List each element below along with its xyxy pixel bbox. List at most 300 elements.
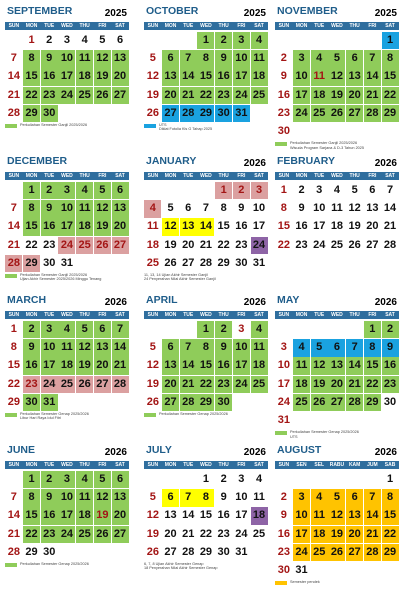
day-cell[interactable]: 28 <box>364 105 381 122</box>
day-cell[interactable]: 20 <box>94 357 111 374</box>
day-cell[interactable]: 15 <box>197 357 214 374</box>
day-cell[interactable]: 17 <box>58 507 75 524</box>
day-cell[interactable]: 29 <box>364 394 381 411</box>
day-cell[interactable]: 23 <box>277 106 290 119</box>
day-cell[interactable]: 10 <box>233 339 250 356</box>
day-cell[interactable]: 8 <box>280 202 287 215</box>
day-cell[interactable]: 23 <box>235 238 248 251</box>
day-cell[interactable]: 22 <box>7 377 20 390</box>
day-cell[interactable]: 22 <box>197 376 214 393</box>
day-cell[interactable]: 18 <box>58 357 75 374</box>
day-cell[interactable]: 29 <box>23 105 40 122</box>
day-cell[interactable]: 3 <box>233 32 250 49</box>
day-cell[interactable]: 24 <box>58 87 75 104</box>
day-cell[interactable]: 19 <box>94 507 111 524</box>
day-cell[interactable]: 29 <box>382 544 399 561</box>
day-cell[interactable]: 14 <box>112 339 129 356</box>
day-cell[interactable]: 28 <box>383 238 397 251</box>
day-cell[interactable]: 27 <box>112 526 129 543</box>
day-cell[interactable]: 29 <box>25 545 38 558</box>
day-cell[interactable]: 15 <box>382 68 399 85</box>
day-cell[interactable]: 8 <box>382 489 399 506</box>
day-cell[interactable]: 19 <box>146 88 159 101</box>
day-cell[interactable]: 20 <box>366 220 379 233</box>
day-cell[interactable]: 5 <box>94 471 111 488</box>
day-cell[interactable]: 14 <box>180 68 197 85</box>
day-cell[interactable]: 19 <box>94 218 111 235</box>
day-cell[interactable]: 10 <box>313 202 326 215</box>
day-cell[interactable]: 26 <box>328 105 345 122</box>
day-cell[interactable]: 20 <box>182 238 195 251</box>
day-cell[interactable]: 12 <box>328 507 345 524</box>
day-cell[interactable]: 24 <box>58 526 75 543</box>
day-cell[interactable]: 6 <box>112 471 129 488</box>
day-cell[interactable]: 30 <box>41 105 58 122</box>
day-cell[interactable]: 3 <box>238 323 245 335</box>
day-cell[interactable]: 26 <box>348 238 361 251</box>
day-cell[interactable]: 16 <box>382 357 399 374</box>
day-cell[interactable]: 9 <box>23 339 40 356</box>
day-cell[interactable]: 13 <box>180 218 197 235</box>
day-cell[interactable]: 28 <box>346 394 363 411</box>
day-cell[interactable]: 8 <box>197 489 214 506</box>
day-cell[interactable]: 3 <box>293 489 310 506</box>
day-cell[interactable]: 2 <box>215 321 232 338</box>
day-cell[interactable]: 21 <box>112 357 129 374</box>
day-cell[interactable]: 21 <box>7 527 20 540</box>
day-cell[interactable]: 5 <box>76 321 93 338</box>
day-cell[interactable]: 28 <box>5 255 22 272</box>
day-cell[interactable]: 8 <box>10 341 17 354</box>
day-cell[interactable]: 29 <box>197 394 214 411</box>
day-cell[interactable]: 4 <box>255 473 263 485</box>
day-cell[interactable]: 25 <box>76 237 93 254</box>
day-cell[interactable]: 4 <box>81 34 88 46</box>
day-cell[interactable]: 21 <box>364 87 381 104</box>
day-cell[interactable]: 22 <box>197 87 214 104</box>
day-cell[interactable]: 22 <box>382 87 399 104</box>
day-cell[interactable]: 8 <box>23 200 40 217</box>
day-cell[interactable]: 18 <box>76 218 93 235</box>
day-cell[interactable]: 26 <box>94 87 111 104</box>
day-cell[interactable]: 17 <box>277 377 290 390</box>
day-cell[interactable]: 2 <box>23 321 40 338</box>
day-cell[interactable]: 23 <box>43 238 56 251</box>
day-cell[interactable]: 26 <box>164 256 177 269</box>
day-cell[interactable]: 16 <box>41 68 58 85</box>
day-cell[interactable]: 21 <box>364 526 381 543</box>
day-cell[interactable]: 7 <box>180 50 197 67</box>
day-cell[interactable]: 2 <box>41 182 58 199</box>
day-cell[interactable]: 15 <box>217 220 230 233</box>
day-cell[interactable]: 24 <box>277 395 290 408</box>
day-cell[interactable]: 13 <box>94 339 111 356</box>
day-cell[interactable]: 14 <box>182 509 195 522</box>
day-cell[interactable]: 31 <box>252 256 266 269</box>
day-cell[interactable]: 5 <box>328 50 345 67</box>
day-cell[interactable]: 28 <box>199 256 213 269</box>
day-cell[interactable]: 13 <box>162 68 179 85</box>
day-cell[interactable]: 10 <box>41 339 58 356</box>
day-cell[interactable]: 9 <box>280 70 287 83</box>
day-cell[interactable]: 18 <box>293 376 310 393</box>
day-cell[interactable]: 2 <box>280 52 287 65</box>
day-cell[interactable]: 24 <box>58 237 75 254</box>
day-cell[interactable]: 14 <box>7 70 20 83</box>
day-cell[interactable]: 1 <box>382 32 399 49</box>
day-cell[interactable]: 12 <box>94 200 111 217</box>
day-cell[interactable]: 16 <box>295 220 308 233</box>
day-cell[interactable]: 2 <box>220 473 227 485</box>
day-cell[interactable]: 12 <box>311 357 328 374</box>
day-cell[interactable]: 6 <box>369 184 376 196</box>
day-cell[interactable]: 13 <box>112 50 129 67</box>
day-cell[interactable]: 20 <box>346 87 363 104</box>
day-cell[interactable]: 14 <box>7 220 20 233</box>
day-cell[interactable]: 23 <box>23 376 40 393</box>
day-cell[interactable]: 8 <box>364 339 381 356</box>
day-cell[interactable]: 24 <box>293 544 310 561</box>
day-cell[interactable]: 8 <box>23 489 40 506</box>
day-cell[interactable]: 11 <box>147 220 159 233</box>
day-cell[interactable]: 23 <box>382 376 399 393</box>
day-cell[interactable]: 22 <box>364 376 381 393</box>
day-cell[interactable]: 20 <box>328 376 345 393</box>
day-cell[interactable]: 19 <box>348 220 361 233</box>
day-cell[interactable]: 27 <box>328 394 345 411</box>
day-cell[interactable]: 30 <box>215 105 232 122</box>
day-cell[interactable]: 15 <box>7 359 20 372</box>
day-cell[interactable]: 5 <box>167 202 174 215</box>
day-cell[interactable]: 7 <box>10 52 17 65</box>
day-cell[interactable]: 25 <box>251 376 268 393</box>
day-cell[interactable]: 31 <box>235 545 248 558</box>
day-cell[interactable]: 19 <box>94 68 111 85</box>
day-cell[interactable]: 16 <box>215 357 232 374</box>
day-cell[interactable]: 2 <box>382 321 399 338</box>
day-cell[interactable]: 9 <box>215 50 232 67</box>
day-cell[interactable]: 1 <box>386 473 394 485</box>
day-cell[interactable]: 5 <box>149 341 156 354</box>
day-cell[interactable]: 23 <box>217 527 230 540</box>
day-cell[interactable]: 26 <box>94 237 111 254</box>
day-cell[interactable]: 24 <box>235 527 248 540</box>
day-cell[interactable]: 1 <box>197 32 214 49</box>
day-cell[interactable]: 25 <box>293 394 310 411</box>
day-cell[interactable]: 5 <box>94 182 111 199</box>
day-cell[interactable]: 21 <box>7 238 20 251</box>
day-cell[interactable]: 14 <box>7 509 20 522</box>
day-cell[interactable]: 1 <box>28 34 35 46</box>
day-cell[interactable]: 19 <box>146 527 159 540</box>
day-cell[interactable]: 6 <box>162 50 179 67</box>
day-cell[interactable]: 16 <box>215 68 232 85</box>
day-cell[interactable]: 1 <box>364 321 381 338</box>
day-cell[interactable]: 21 <box>7 88 20 101</box>
day-cell[interactable]: 9 <box>215 339 232 356</box>
day-cell[interactable]: 24 <box>251 237 268 254</box>
day-cell[interactable]: 24 <box>41 376 58 393</box>
day-cell[interactable]: 7 <box>346 339 363 356</box>
day-cell[interactable]: 17 <box>313 220 326 233</box>
day-cell[interactable]: 11 <box>331 202 343 215</box>
day-cell[interactable]: 13 <box>164 509 177 522</box>
day-cell[interactable]: 27 <box>94 376 111 393</box>
day-cell[interactable]: 21 <box>383 220 397 233</box>
day-cell[interactable]: 16 <box>235 220 248 233</box>
day-cell[interactable]: 30 <box>217 545 230 558</box>
day-cell[interactable]: 15 <box>23 507 40 524</box>
day-cell[interactable]: 21 <box>346 376 363 393</box>
day-cell[interactable]: 15 <box>364 357 381 374</box>
day-cell[interactable]: 27 <box>112 87 129 104</box>
day-cell[interactable]: 13 <box>346 507 363 524</box>
day-cell[interactable]: 24 <box>313 238 326 251</box>
day-cell[interactable]: 21 <box>180 87 197 104</box>
day-cell[interactable]: 13 <box>328 357 345 374</box>
day-cell[interactable]: 4 <box>144 200 161 217</box>
day-cell[interactable]: 2 <box>298 184 305 196</box>
day-cell[interactable]: 6 <box>116 34 124 46</box>
day-cell[interactable]: 12 <box>76 339 93 356</box>
day-cell[interactable]: 2 <box>46 34 53 46</box>
day-cell[interactable]: 23 <box>41 526 58 543</box>
day-cell[interactable]: 10 <box>293 507 310 524</box>
day-cell[interactable]: 30 <box>277 125 290 137</box>
day-cell[interactable]: 6 <box>346 50 363 67</box>
day-cell[interactable]: 4 <box>58 321 75 338</box>
day-cell[interactable]: 26 <box>328 544 345 561</box>
day-cell[interactable]: 9 <box>41 489 58 506</box>
day-cell[interactable]: 17 <box>233 68 250 85</box>
day-cell[interactable]: 3 <box>316 184 323 196</box>
day-cell[interactable]: 4 <box>251 321 268 338</box>
day-cell[interactable]: 19 <box>328 526 345 543</box>
day-cell[interactable]: 5 <box>311 339 328 356</box>
day-cell[interactable]: 22 <box>199 527 213 540</box>
day-cell[interactable]: 15 <box>277 220 290 233</box>
day-cell[interactable]: 6 <box>162 339 179 356</box>
day-cell[interactable]: 20 <box>162 87 179 104</box>
day-cell[interactable]: 11 <box>76 200 93 217</box>
day-cell[interactable]: 1 <box>23 182 40 199</box>
day-cell[interactable]: 28 <box>364 544 381 561</box>
day-cell[interactable]: 9 <box>238 202 245 215</box>
day-cell[interactable]: 19 <box>311 376 328 393</box>
day-cell[interactable]: 12 <box>146 509 159 522</box>
day-cell[interactable]: 5 <box>351 184 358 196</box>
day-cell[interactable]: 31 <box>295 564 308 576</box>
day-cell[interactable]: 17 <box>41 357 58 374</box>
day-cell[interactable]: 7 <box>386 184 394 196</box>
day-cell[interactable]: 28 <box>7 545 20 558</box>
day-cell[interactable]: 17 <box>233 357 250 374</box>
day-cell[interactable]: 6 <box>162 489 179 506</box>
day-cell[interactable]: 10 <box>58 200 75 217</box>
day-cell[interactable]: 3 <box>238 473 245 485</box>
day-cell[interactable]: 1 <box>280 184 287 196</box>
day-cell[interactable]: 8 <box>197 50 214 67</box>
day-cell[interactable]: 19 <box>76 357 93 374</box>
day-cell[interactable]: 9 <box>280 509 287 522</box>
day-cell[interactable]: 13 <box>112 200 129 217</box>
day-cell[interactable]: 8 <box>220 202 227 215</box>
day-cell[interactable]: 3 <box>251 182 268 199</box>
day-cell[interactable]: 19 <box>164 238 177 251</box>
day-cell[interactable]: 30 <box>23 394 40 411</box>
day-cell[interactable]: 8 <box>197 339 214 356</box>
day-cell[interactable]: 22 <box>25 238 38 251</box>
day-cell[interactable]: 11 <box>293 357 310 374</box>
day-cell[interactable]: 13 <box>112 489 129 506</box>
day-cell[interactable]: 18 <box>251 357 268 374</box>
day-cell[interactable]: 14 <box>364 68 381 85</box>
day-cell[interactable]: 22 <box>217 238 230 251</box>
day-cell[interactable]: 25 <box>76 526 93 543</box>
day-cell[interactable]: 30 <box>277 564 290 576</box>
day-cell[interactable]: 7 <box>180 489 197 506</box>
day-cell[interactable]: 7 <box>10 202 17 215</box>
day-cell[interactable]: 17 <box>293 526 310 543</box>
day-cell[interactable]: 1 <box>23 471 40 488</box>
day-cell[interactable]: 31 <box>60 256 74 269</box>
day-cell[interactable]: 28 <box>180 394 197 411</box>
day-cell[interactable]: 30 <box>43 256 56 269</box>
day-cell[interactable]: 12 <box>146 70 159 83</box>
day-cell[interactable]: 14 <box>180 357 197 374</box>
day-cell[interactable]: 25 <box>58 376 75 393</box>
day-cell[interactable]: 18 <box>311 526 328 543</box>
day-cell[interactable]: 26 <box>311 394 328 411</box>
day-cell[interactable]: 15 <box>197 68 214 85</box>
day-cell[interactable]: 27 <box>164 545 177 558</box>
day-cell[interactable]: 26 <box>146 545 159 558</box>
day-cell[interactable]: 28 <box>182 545 195 558</box>
day-cell[interactable]: 9 <box>382 339 399 356</box>
day-cell[interactable]: 11 <box>58 339 75 356</box>
day-cell[interactable]: 5 <box>149 52 156 65</box>
day-cell[interactable]: 4 <box>311 50 328 67</box>
day-cell[interactable]: 17 <box>58 68 75 85</box>
day-cell[interactable]: 28 <box>7 106 20 119</box>
day-cell[interactable]: 15 <box>199 509 213 522</box>
day-cell[interactable]: 19 <box>146 377 159 390</box>
day-cell[interactable]: 18 <box>251 507 268 524</box>
day-cell[interactable]: 11 <box>76 489 93 506</box>
day-cell[interactable]: 27 <box>182 256 195 269</box>
day-cell[interactable]: 19 <box>328 87 345 104</box>
day-cell[interactable]: 29 <box>217 256 230 269</box>
day-cell[interactable]: 20 <box>162 376 179 393</box>
day-cell[interactable]: 11 <box>76 50 93 67</box>
day-cell[interactable]: 25 <box>311 544 328 561</box>
day-cell[interactable]: 27 <box>112 237 129 254</box>
day-cell[interactable]: 1 <box>202 473 209 485</box>
day-cell[interactable]: 12 <box>162 218 179 235</box>
day-cell[interactable]: 25 <box>311 105 328 122</box>
day-cell[interactable]: 14 <box>346 357 363 374</box>
day-cell[interactable]: 31 <box>41 394 58 411</box>
day-cell[interactable]: 6 <box>94 321 111 338</box>
day-cell[interactable]: 26 <box>76 376 93 393</box>
day-cell[interactable]: 21 <box>180 376 197 393</box>
day-cell[interactable]: 15 <box>23 68 40 85</box>
day-cell[interactable]: 3 <box>63 34 70 46</box>
day-cell[interactable]: 4 <box>76 471 93 488</box>
day-cell[interactable]: 11 <box>251 339 268 356</box>
day-cell[interactable]: 16 <box>41 507 58 524</box>
day-cell[interactable]: 3 <box>41 321 58 338</box>
day-cell[interactable]: 25 <box>330 238 344 251</box>
day-cell[interactable]: 7 <box>364 489 381 506</box>
day-cell[interactable]: 16 <box>277 527 290 540</box>
day-cell[interactable]: 3 <box>58 471 75 488</box>
day-cell[interactable]: 2 <box>41 471 58 488</box>
day-cell[interactable]: 1 <box>197 321 214 338</box>
day-cell[interactable]: 10 <box>58 489 75 506</box>
day-cell[interactable]: 4 <box>293 339 310 356</box>
day-cell[interactable]: 5 <box>149 491 156 504</box>
day-cell[interactable]: 10 <box>233 50 250 67</box>
day-cell[interactable]: 6 <box>185 202 192 215</box>
day-cell[interactable]: 24 <box>293 105 310 122</box>
day-cell[interactable]: 20 <box>164 527 177 540</box>
day-cell[interactable]: 11 <box>311 68 328 85</box>
day-cell[interactable]: 4 <box>333 184 340 196</box>
day-cell[interactable]: 29 <box>197 105 214 122</box>
day-cell[interactable]: 25 <box>146 256 159 269</box>
day-cell[interactable]: 25 <box>76 87 93 104</box>
day-cell[interactable]: 27 <box>162 394 179 411</box>
day-cell[interactable]: 27 <box>346 544 363 561</box>
day-cell[interactable]: 4 <box>251 32 268 49</box>
day-cell[interactable]: 23 <box>215 376 232 393</box>
day-cell[interactable]: 31 <box>277 414 290 426</box>
day-cell[interactable]: 7 <box>112 321 129 338</box>
day-cell[interactable]: 20 <box>112 218 129 235</box>
day-cell[interactable]: 18 <box>311 87 328 104</box>
day-cell[interactable]: 20 <box>112 68 129 85</box>
day-cell[interactable]: 25 <box>252 527 266 540</box>
day-cell[interactable]: 14 <box>364 507 381 524</box>
day-cell[interactable]: 5 <box>99 34 106 46</box>
day-cell[interactable]: 10 <box>277 359 290 372</box>
day-cell[interactable]: 10 <box>293 68 310 85</box>
day-cell[interactable]: 29 <box>23 255 40 272</box>
day-cell[interactable]: 30 <box>215 394 232 411</box>
day-cell[interactable]: 28 <box>112 376 129 393</box>
day-cell[interactable]: 1 <box>10 323 17 335</box>
day-cell[interactable]: 25 <box>251 87 268 104</box>
day-cell[interactable]: 9 <box>298 202 305 215</box>
day-cell[interactable]: 14 <box>197 218 214 235</box>
day-cell[interactable]: 18 <box>76 507 93 524</box>
day-cell[interactable]: 22 <box>277 238 290 251</box>
day-cell[interactable]: 31 <box>233 105 250 122</box>
day-cell[interactable]: 12 <box>328 68 345 85</box>
day-cell[interactable]: 16 <box>23 357 40 374</box>
day-cell[interactable]: 7 <box>202 202 209 215</box>
day-cell[interactable]: 17 <box>235 509 248 522</box>
day-cell[interactable]: 18 <box>146 238 159 251</box>
day-cell[interactable]: 26 <box>94 526 111 543</box>
day-cell[interactable]: 12 <box>94 50 111 67</box>
day-cell[interactable]: 27 <box>366 238 379 251</box>
day-cell[interactable]: 30 <box>43 545 56 558</box>
day-cell[interactable]: 14 <box>383 202 397 215</box>
day-cell[interactable]: 22 <box>23 526 40 543</box>
day-cell[interactable]: 17 <box>252 220 266 233</box>
